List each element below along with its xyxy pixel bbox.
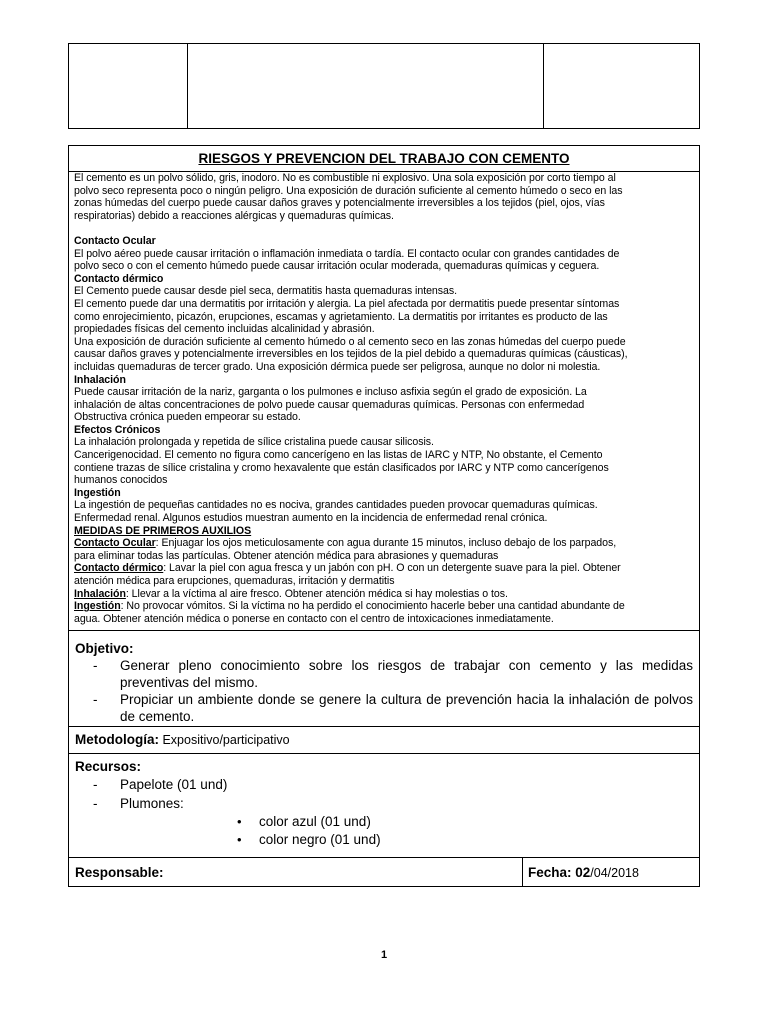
inhalacion-line: Puede causar irritación de la nariz, garganta o los pulmones e incluso asfixia según el grado de exposición. La <box>74 386 587 399</box>
dermico-line: como enrojecimiento, picazón, erupciones, escamas y agrietamiento. La dermatitis por irritantes es producto de las <box>74 310 608 323</box>
ingestion-heading: Ingestión <box>74 486 121 499</box>
first-aid-ingestion <box>74 600 693 613</box>
cronicos-line: humanos conocidos <box>74 474 168 487</box>
document-title: RIESGOS Y PREVENCION DEL TRABAJO CON CEMENTO <box>198 151 570 166</box>
metodologia-field <box>75 732 290 747</box>
fecha-label: Fecha: 02 <box>528 865 591 880</box>
recursos-row <box>69 754 699 858</box>
first-aid-dermico-text: : Lavar la piel con agua fresca y un jabón con pH. O con un detergente suave para la piel. Obtener <box>163 562 621 575</box>
title-row <box>69 146 699 172</box>
objetivo-item-text: Propiciar un ambiente donde se genere la cultura de prevención hacia la inhalación de polvos de cemento. <box>120 692 693 724</box>
intro-line: respiratorias) debido a reacciones alérgicas y quemaduras químicas. <box>74 209 394 222</box>
talk-form-table <box>68 145 700 887</box>
plumon-azul: color azul (01 und) <box>259 814 371 829</box>
first-aid-ocular-label: Contacto Ocular <box>74 537 156 550</box>
dermico-heading: Contacto dérmico <box>74 272 164 285</box>
ocular-line: El polvo aéreo puede causar irritación o inflamación inmediata o tardía. El contacto ocular con grandes cantidades de <box>74 247 620 260</box>
first-aid-dermico-cont: atención médica para erupciones, quemaduras, irritación y dermatitis <box>74 575 395 587</box>
bullet-marker: • <box>237 832 242 847</box>
header-title-cell <box>188 44 544 128</box>
intro-line: El cemento es un polvo sólido, gris, inodoro. No es combustible ni explosivo. Una sola exposición por corto tiempo al <box>74 172 616 184</box>
dermico-line: Una exposición de duración suficiente al cemento húmedo o al cemento seco en las zonas húmedas del cuerpo puede <box>74 335 626 348</box>
header-logo-cell <box>69 44 188 128</box>
first-aid-dermico <box>74 562 693 575</box>
metodologia-row <box>69 727 699 754</box>
inhalacion-heading: Inhalación <box>74 373 126 386</box>
first-aid-ocular-text: : Enjuagar los ojos meticulosamente con agua durante 15 minutos, incluso debajo de los parpados, <box>155 537 617 550</box>
recurso-papelote: Papelote (01 und) <box>120 777 228 792</box>
first-aid-inhalacion <box>74 588 693 601</box>
inhalacion-line: Obstructiva crónica pueden empeorar su estado. <box>74 411 301 424</box>
responsable-label: Responsable: <box>75 865 164 880</box>
recurso-plumones: Plumones: <box>120 796 184 811</box>
first-aid-heading: MEDIDAS DE PRIMEROS AUXILIOS <box>74 524 252 537</box>
dermico-line: El cemento puede dar una dermatitis por irritación y alergia. La piel afectada por dermatitis puede presentar síntomas <box>74 297 620 310</box>
first-aid-ocular-cont: para eliminar todas las partículas. Obtener atención médica para abrasiones y quemaduras <box>74 549 499 562</box>
first-aid-ingestion-label: Ingestión <box>74 600 121 613</box>
first-aid-inhalacion-text: : Llevar a la víctima al aire fresco. Obtener atención médica si hay molestias o tos. <box>125 587 508 600</box>
objetivo-item <box>93 658 693 691</box>
dermico-line: causar daños graves y potencialmente irreversibles en los tejidos de la piel debido a quemaduras químicas (cáusticas), <box>74 348 628 361</box>
content-row <box>69 172 699 631</box>
content-text <box>74 172 693 625</box>
ocular-line: polvo seco o con el cemento húmedo puede causar irritación ocular moderada, quemaduras químicas y ceguera. <box>74 260 600 273</box>
document-header-table <box>68 43 700 129</box>
objetivo-row <box>69 631 699 727</box>
dash-marker: - <box>93 796 98 811</box>
page-number: 1 <box>380 949 388 961</box>
objetivo-item <box>93 692 693 725</box>
intro-line: polvo seco representa poco o ningún peligro. Una exposición de duración suficiente al cemento húmedo o seco en las <box>74 184 623 197</box>
fecha-field <box>528 865 639 880</box>
inhalacion-line: inhalación de altas concentraciones de polvo puede causar quemaduras químicas. Personas con enfermedad <box>74 398 585 411</box>
footer-row <box>69 858 699 887</box>
cronicos-line: contiene trazas de sílice cristalina y cromo hexavalente que están clasificados por IARC y NTP como cancerígenos <box>74 461 609 474</box>
plumon-negro: color negro (01 und) <box>259 832 381 847</box>
first-aid-ingestion-cont: agua. Obtener atención médica o ponerse en contacto con el centro de intoxicaciones inmediatamente. <box>74 612 554 625</box>
objetivo-item-text: Generar pleno conocimiento sobre los riesgos de trabajar con cemento y las medidas preventivas del mismo. <box>120 658 693 690</box>
dermico-line: propiedades físicas del cemento incluidas alcalinidad y abrasión. <box>74 323 375 336</box>
dash-marker: - <box>93 777 98 792</box>
dermico-line: El Cemento puede causar desde piel seca, dermatitis hasta quemaduras intensas. <box>74 285 457 298</box>
cronicos-line: La inhalación prolongada y repetida de sílice cristalina puede causar silicosis. <box>74 436 434 449</box>
header-code-cell <box>544 44 699 128</box>
ingestion-line: Enfermedad renal. Algunos estudios muestran aumento en la incidencia de enfermedad renal crónica. <box>74 512 548 525</box>
bullet-marker: • <box>237 814 242 829</box>
dash-marker: - <box>93 692 98 707</box>
first-aid-inhalacion-label: Inhalación <box>74 587 126 600</box>
intro-line: zonas húmedas del cuerpo puede causar daños graves y potencialmente irreversibles a los tejidos (piel, ojos, vías <box>74 197 605 210</box>
cronicos-heading: Efectos Crónicos <box>74 423 161 436</box>
first-aid-ocular <box>74 537 693 550</box>
first-aid-ingestion-text: : No provocar vómitos. Si la víctima no ha perdido el conocimiento hacerle beber una cantidad abundante de <box>120 600 625 613</box>
fecha-value: /04/2018 <box>590 866 639 880</box>
first-aid-dermico-label: Contacto dérmico <box>74 562 164 575</box>
dash-marker: - <box>93 658 98 673</box>
metodologia-label: Metodología: <box>75 732 159 747</box>
ocular-heading: Contacto Ocular <box>74 234 156 247</box>
cronicos-line: Cancerigenocidad. El cemento no figura como cancerígeno en las listas de IARC y NTP, No obstante, el Cemento <box>74 449 603 462</box>
responsable-cell <box>69 858 523 887</box>
objetivo-label: Objetivo: <box>75 641 134 656</box>
recursos-label: Recursos: <box>75 759 142 774</box>
dermico-line: incluidas quemaduras de tercer grado. Una exposición dérmica puede ser peligrosa, aunque no dolor ni molestia. <box>74 360 601 373</box>
ingestion-line: La ingestión de pequeñas cantidades no es nociva, grandes cantidades pueden provocar quemaduras químicas. <box>74 499 598 512</box>
metodologia-value: Expositivo/participativo <box>159 733 290 747</box>
